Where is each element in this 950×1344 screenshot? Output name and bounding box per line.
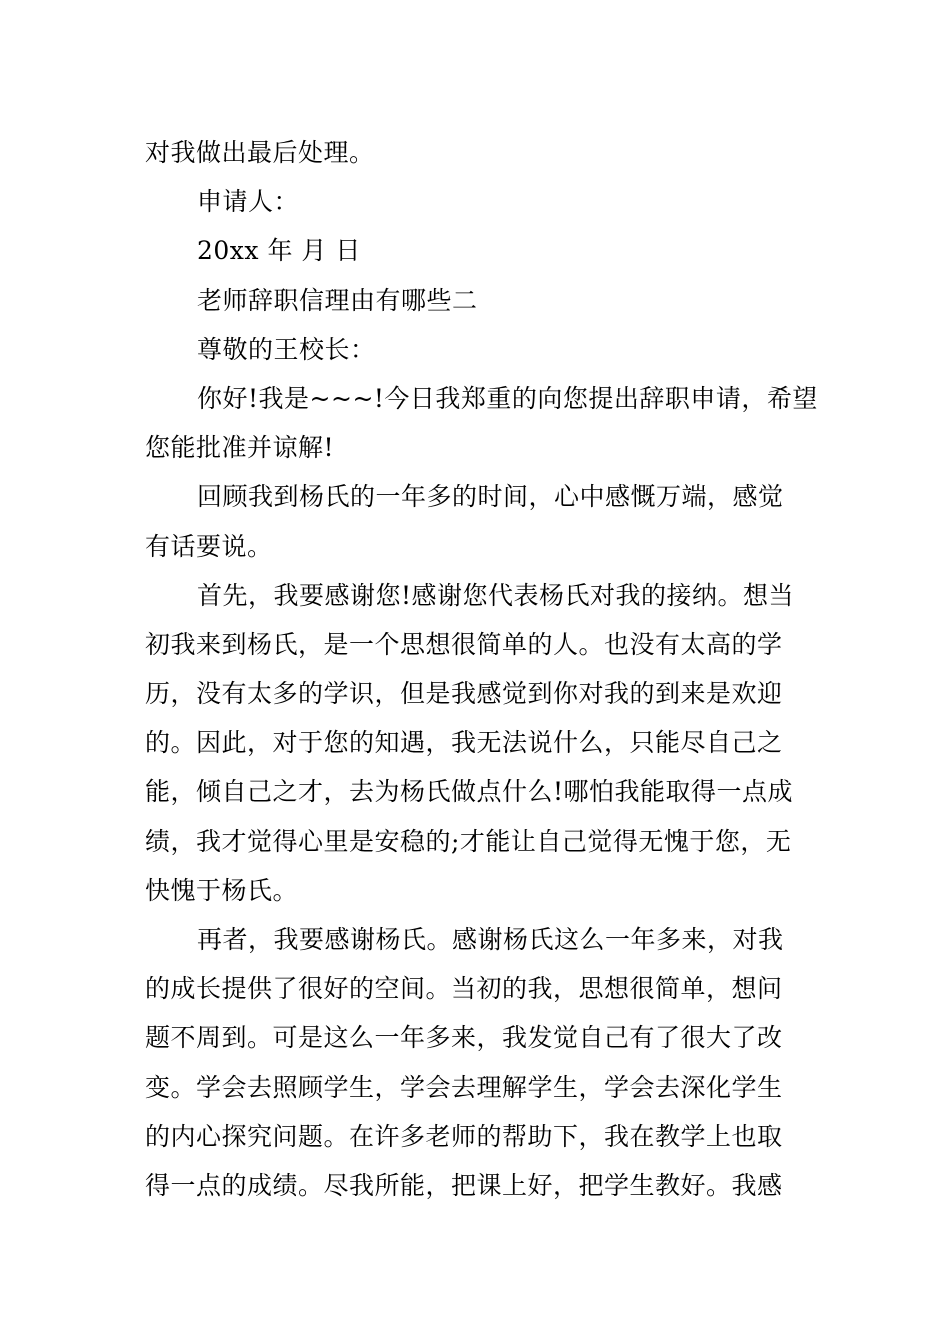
text-line-17: 再者，我要感谢杨氏。感谢杨氏这么一年多来，对我 [197, 925, 784, 954]
text-line-16: 快愧于杨氏。 [145, 875, 299, 905]
text-line-22: 得一点的成绩。尽我所能，把课上好，把学生教好。我感 [145, 1170, 783, 1200]
text-line-13: 的。因此，对于您的知遇，我无法说什么，只能尽自己之 [145, 728, 783, 758]
salutation: 尊敬的王校长： [197, 334, 376, 364]
text-line-10: 首先，我要感谢您!感谢您代表杨氏对我的接纳。想当 [197, 580, 795, 610]
date-line: 20xx 年 月 日 [197, 236, 361, 266]
text-line-7: 您能批准并谅解! [145, 433, 335, 463]
text-line-8: 回顾我到杨氏的一年多的时间，心中感慨万端，感觉 [197, 482, 784, 512]
text-line-20: 变。学会去照顾学生，学会去理解学生，学会去深化学生 [145, 1072, 783, 1102]
section-title: 老师辞职信理由有哪些二 [197, 285, 478, 315]
applicant-label: 申请人： [197, 187, 300, 217]
text-line-9: 有话要说。 [145, 531, 273, 561]
text-line-11: 初我来到杨氏，是一个思想很简单的人。也没有太高的学 [145, 629, 783, 659]
text-line-18: 的成长提供了很好的空间。当初的我，思想很简单，想问 [145, 974, 783, 1004]
text-line-19: 题不周到。可是这么一年多来，我发觉自己有了很大了改 [145, 1023, 783, 1053]
document-page [145, 128, 818, 1210]
text-line-12: 历，没有太多的学识，但是我感觉到你对我的到来是欢迎 [145, 679, 783, 709]
text-line-1: 对我做出最后处理。 [145, 138, 375, 167]
text-line-21: 的内心探究问题。在许多老师的帮助下，我在教学上也取 [145, 1121, 783, 1151]
text-line-15: 绩，我才觉得心里是安稳的;才能让自己觉得无愧于您，无 [145, 826, 792, 856]
text-line-14: 能，倾自己之才，去为杨氏做点什么!哪怕我能取得一点成 [145, 777, 794, 807]
text-line-6: 你好!我是~~~!今日我郑重的向您提出辞职申请，希望 [197, 383, 818, 413]
